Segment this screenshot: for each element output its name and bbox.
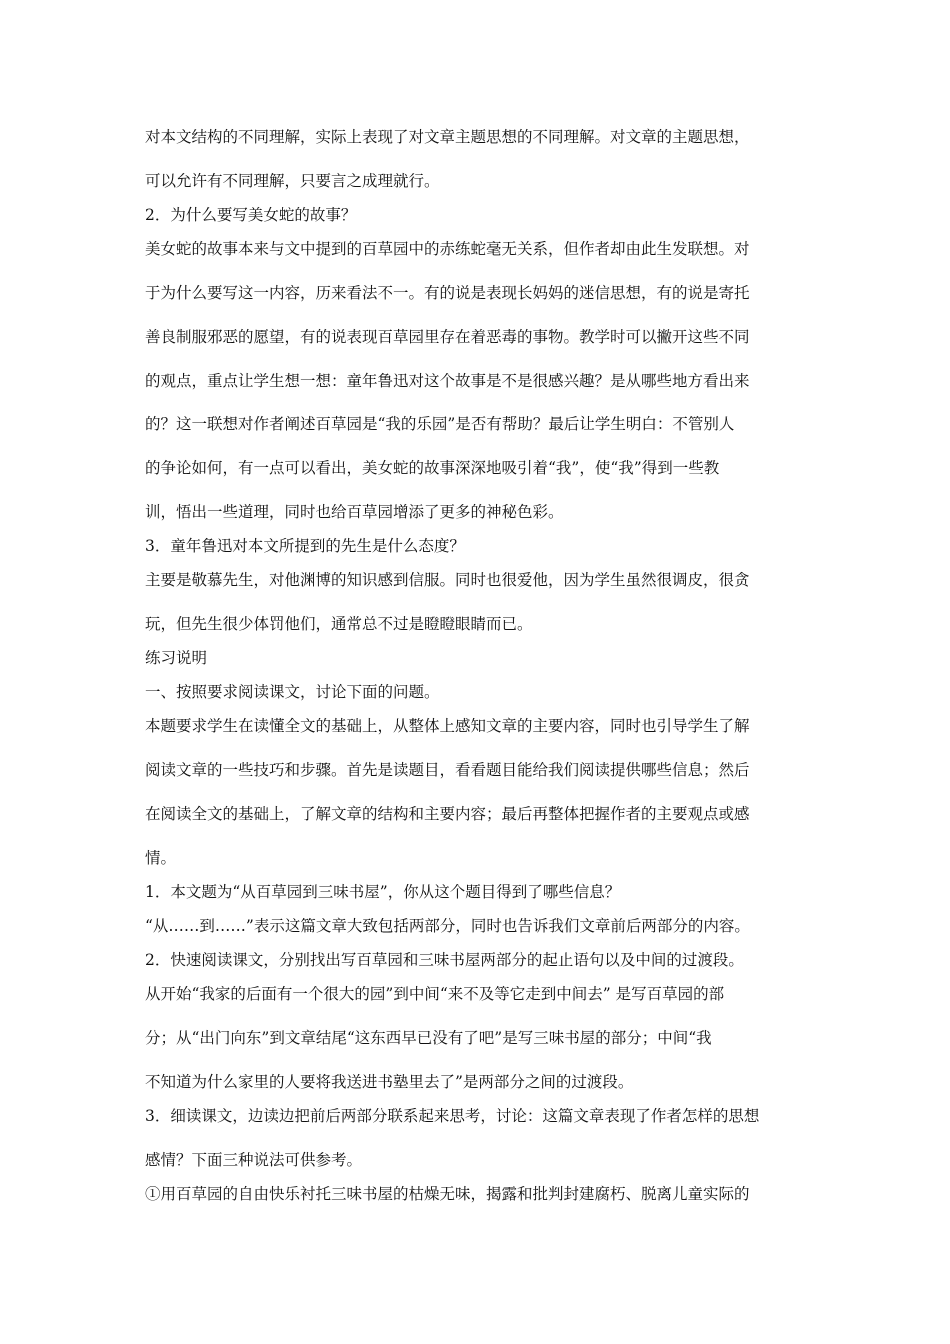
question-heading: 3．细读课文，边读边把前后两部分联系起来思考，讨论：这篇文章表现了作者怎样的思想 (145, 1107, 760, 1125)
text-line: 主要是敬慕先生，对他渊博的知识感到信服。同时也很爱他，因为学生虽然很调皮，很贪 (145, 571, 750, 589)
text-line: 的？这一联想对作者阐述百草园是“我的乐园”是否有帮助？最后让学生明白：不管别人 (145, 415, 735, 433)
text-line: 善良制服邪恶的愿望，有的说表现百草园里存在着恶毒的事物。教学时可以撇开这些不同 (145, 328, 750, 346)
text-line: 从开始“我家的后面有一个很大的园”到中间“来不及等它走到中间去” 是写百草园的部 (145, 985, 725, 1003)
text-line: 感情？下面三种说法可供参考。 (145, 1151, 363, 1169)
text-line: 的争论如何，有一点可以看出，美女蛇的故事深深地吸引着“我”，使“我”得到一些教 (145, 459, 720, 477)
text-line: 本题要求学生在读懂全文的基础上，从整体上感知文章的主要内容，同时也引导学生了解 (145, 717, 750, 735)
question-heading: 2．为什么要写美女蛇的故事？ (145, 206, 357, 224)
text-line: 玩，但先生很少体罚他们，通常总不过是瞪瞪眼睛而已。 (145, 615, 533, 633)
question-heading: 1．本文题为“从百草园到三味书屋”，你从这个题目得到了哪些信息？ (145, 883, 621, 901)
text-line: 情。 (145, 849, 177, 867)
text-line: 的观点，重点让学生想一想：童年鲁迅对这个故事是不是很感兴趣？是从哪些地方看出来 (145, 372, 750, 390)
text-line: 美女蛇的故事本来与文中提到的百草园中的赤练蛇毫无关系，但作者却由此生发联想。对 (145, 240, 750, 258)
section-heading: 练习说明 (145, 649, 208, 667)
text-line: 在阅读全文的基础上，了解文章的结构和主要内容；最后再整体把握作者的主要观点或感 (145, 805, 750, 823)
text-line: 训，悟出一些道理，同时也给百草园增添了更多的神秘色彩。 (145, 503, 564, 521)
question-heading: 2．快速阅读课文，分别找出写百草园和三味书屋两部分的起止语句以及中间的过渡段。 (145, 951, 744, 969)
text-line: “从……到……”表示这篇文章大致包括两部分，同时也告诉我们文章前后两部分的内容。 (145, 917, 750, 935)
text-line: 于为什么要写这一内容，历来看法不一。有的说是表现长妈妈的迷信思想，有的说是寄托 (145, 284, 750, 302)
question-heading: 3．童年鲁迅对本文所提到的先生是什么态度？ (145, 537, 465, 555)
text-line: 不知道为什么家里的人要将我送进书塾里去了”是两部分之间的过渡段。 (145, 1073, 634, 1091)
text-line: 分；从“出门向东”到文章结尾“这东西早已没有了吧”是写三味书屋的部分；中间“我 (145, 1029, 712, 1047)
text-line: 对本文结构的不同理解，实际上表现了对文章主题思想的不同理解。对文章的主题思想， (145, 128, 750, 146)
exercise-heading: 一、按照要求阅读课文，讨论下面的问题。 (145, 683, 440, 701)
text-line: 阅读文章的一些技巧和步骤。首先是读题目，看看题目能给我们阅读提供哪些信息；然后 (145, 761, 750, 779)
text-line: 可以允许有不同理解，只要言之成理就行。 (145, 172, 440, 190)
text-line: ①用百草园的自由快乐衬托三味书屋的枯燥无味，揭露和批判封建腐朽、脱离儿童实际的 (145, 1185, 750, 1203)
